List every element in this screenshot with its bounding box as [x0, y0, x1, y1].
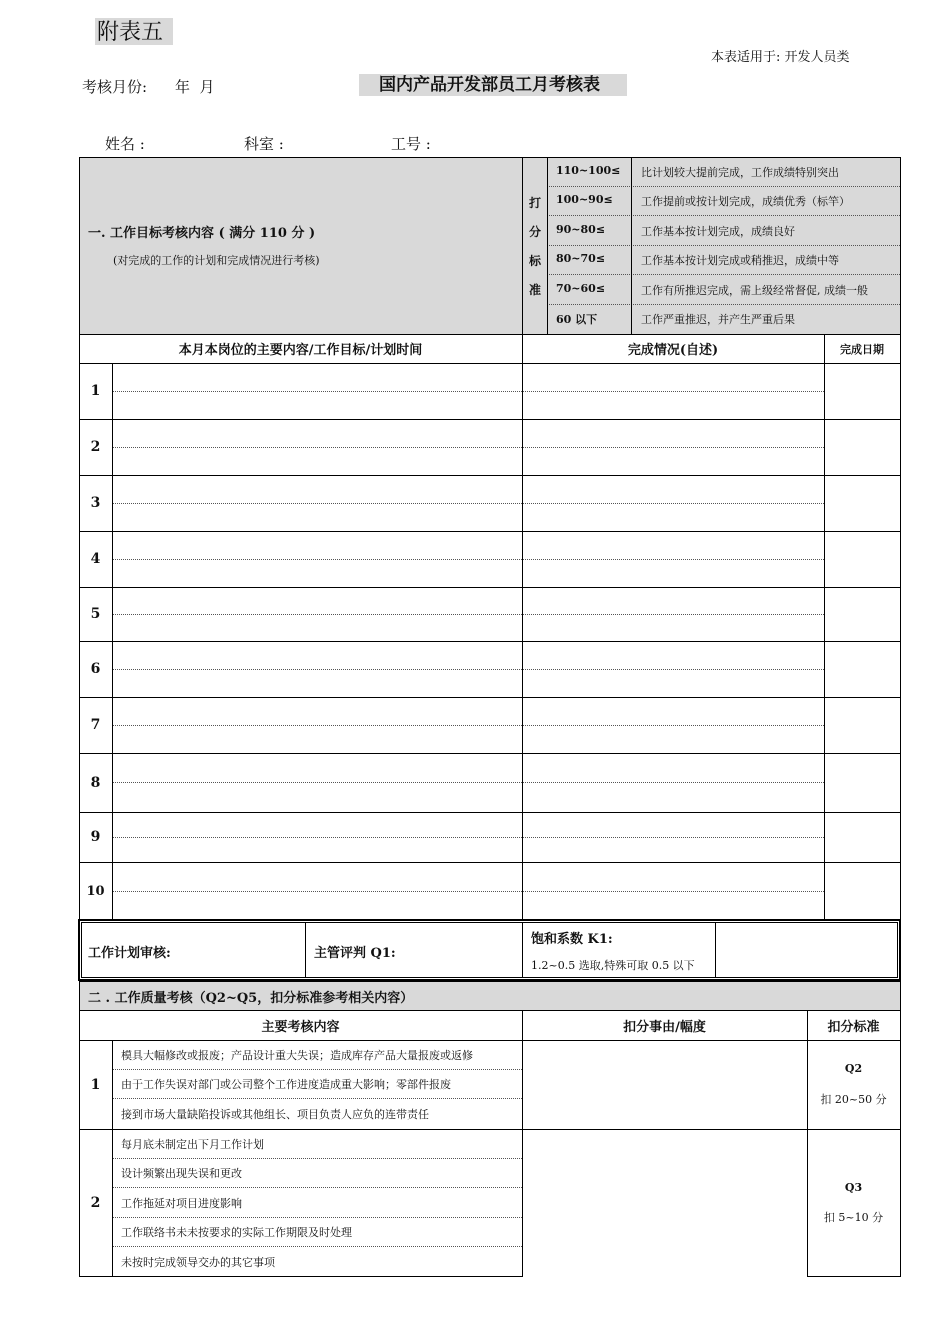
- quality-item: 工作联络书未未按要求的实际工作期限及时处理: [121, 1226, 352, 1239]
- name-label[interactable]: 姓名 :: [105, 135, 145, 153]
- score-desc: 工作严重推迟，并产生严重后果: [641, 313, 795, 326]
- row-number: 4: [90, 551, 101, 567]
- month-label: 考核月份:: [82, 78, 148, 96]
- quality-group-number: 1: [90, 1076, 101, 1093]
- row-number: 7: [90, 717, 101, 733]
- score-range: 70~60≤: [556, 282, 606, 295]
- quality-item: 接到市场大量缺陷投诉或其他组长、项目负责人应负的连带责任: [121, 1108, 429, 1121]
- plan-review-label[interactable]: 工作计划审核:: [88, 946, 171, 961]
- quality-code: Q2: [844, 1062, 863, 1075]
- row-number: 8: [90, 774, 101, 791]
- s2-col-reason-header: 扣分事由/幅度: [623, 1019, 706, 1035]
- scoring-char: 打: [529, 196, 542, 210]
- deduct-reason-cell[interactable]: [522, 1040, 807, 1129]
- scoring-char: 标: [529, 254, 542, 268]
- score-range: 60 以下: [556, 313, 598, 326]
- row-number: 5: [90, 606, 101, 622]
- score-range: 90~80≤: [556, 223, 606, 236]
- col-date-header: 完成日期: [840, 342, 884, 356]
- quality-item: 由于工作失误对部门或公司整个工作进度造成重大影响；零部件报废: [121, 1078, 451, 1091]
- k1-value-cell[interactable]: [716, 923, 897, 977]
- section1-subtitle: (对完成的工作的计划和完成情况进行考核): [113, 254, 320, 267]
- score-desc: 比计划较大提前完成，工作成绩特别突出: [641, 166, 839, 179]
- row-number: 2: [90, 439, 101, 455]
- score-desc: 工作有所推迟完成，需上级经常督促, 成绩一般: [641, 284, 868, 297]
- row-number: 9: [90, 829, 101, 845]
- row-number: 1: [90, 383, 101, 399]
- k1-note: 1.2~0.5 选取,特殊可取 0.5 以下: [531, 959, 695, 972]
- s2-col-standard-header: 扣分标准: [827, 1019, 880, 1035]
- supervisor-q1-label[interactable]: 主管评判 Q1:: [314, 946, 396, 961]
- score-desc: 工作基本按计划完成，成绩良好: [641, 225, 795, 238]
- dept-label[interactable]: 科室 :: [244, 135, 284, 153]
- month-value: 年 月: [175, 78, 215, 96]
- scoring-char: 准: [529, 283, 542, 297]
- form-title-bg: [359, 74, 627, 96]
- section1-title: 一. 工作目标考核内容 ( 满分 110 分 ): [88, 226, 316, 241]
- quality-item: 未按时完成领导交办的其它事项: [121, 1256, 275, 1269]
- form-title: 国内产品开发部员工月考核表: [379, 75, 600, 94]
- score-range: 110~100≤: [556, 164, 621, 177]
- quality-item: 模具大幅修改或报废；产品设计重大失误；造成库存产品大量报废或返修: [121, 1049, 473, 1062]
- appendix-label-bg: [95, 18, 173, 45]
- quality-item: 每月底未制定出下月工作计划: [121, 1138, 264, 1151]
- row-number: 6: [90, 661, 101, 677]
- employee-id-label[interactable]: 工号 :: [391, 135, 431, 153]
- col-status-header: 完成情况(自述): [627, 343, 719, 358]
- row-number: 3: [90, 495, 101, 511]
- section2-title: 二 . 工作质量考核（Q2~Q5，扣分标准参考相关内容）: [88, 991, 414, 1006]
- s2-col-content-header: 主要考核内容: [261, 1019, 340, 1035]
- row-number: 10: [86, 883, 105, 899]
- deduct-reason-cell[interactable]: [522, 1129, 807, 1276]
- col-content-header: 本月本岗位的主要内容/工作目标/计划时间: [178, 343, 423, 358]
- scoring-char: 分: [529, 225, 542, 239]
- score-range: 100~90≤: [556, 193, 613, 206]
- quality-item: 设计频繁出现失误和更改: [121, 1167, 242, 1180]
- applicable-note: 本表适用于: 开发人员类: [711, 50, 850, 65]
- quality-deduct: 扣 5~10 分: [823, 1211, 884, 1224]
- appendix-label: 附表五: [97, 19, 164, 44]
- k1-title: 饱和系数 K1:: [531, 932, 613, 947]
- score-desc: 工作提前或按计划完成，成绩优秀（标竿）: [641, 195, 850, 208]
- quality-code: Q3: [844, 1181, 863, 1194]
- score-desc: 工作基本按计划完成或稍推迟，成绩中等: [641, 254, 839, 267]
- quality-group-number: 2: [90, 1194, 101, 1211]
- score-range: 80~70≤: [556, 252, 606, 265]
- quality-item: 工作拖延对项目进度影响: [121, 1197, 242, 1210]
- quality-deduct: 扣 20~50 分: [820, 1093, 887, 1106]
